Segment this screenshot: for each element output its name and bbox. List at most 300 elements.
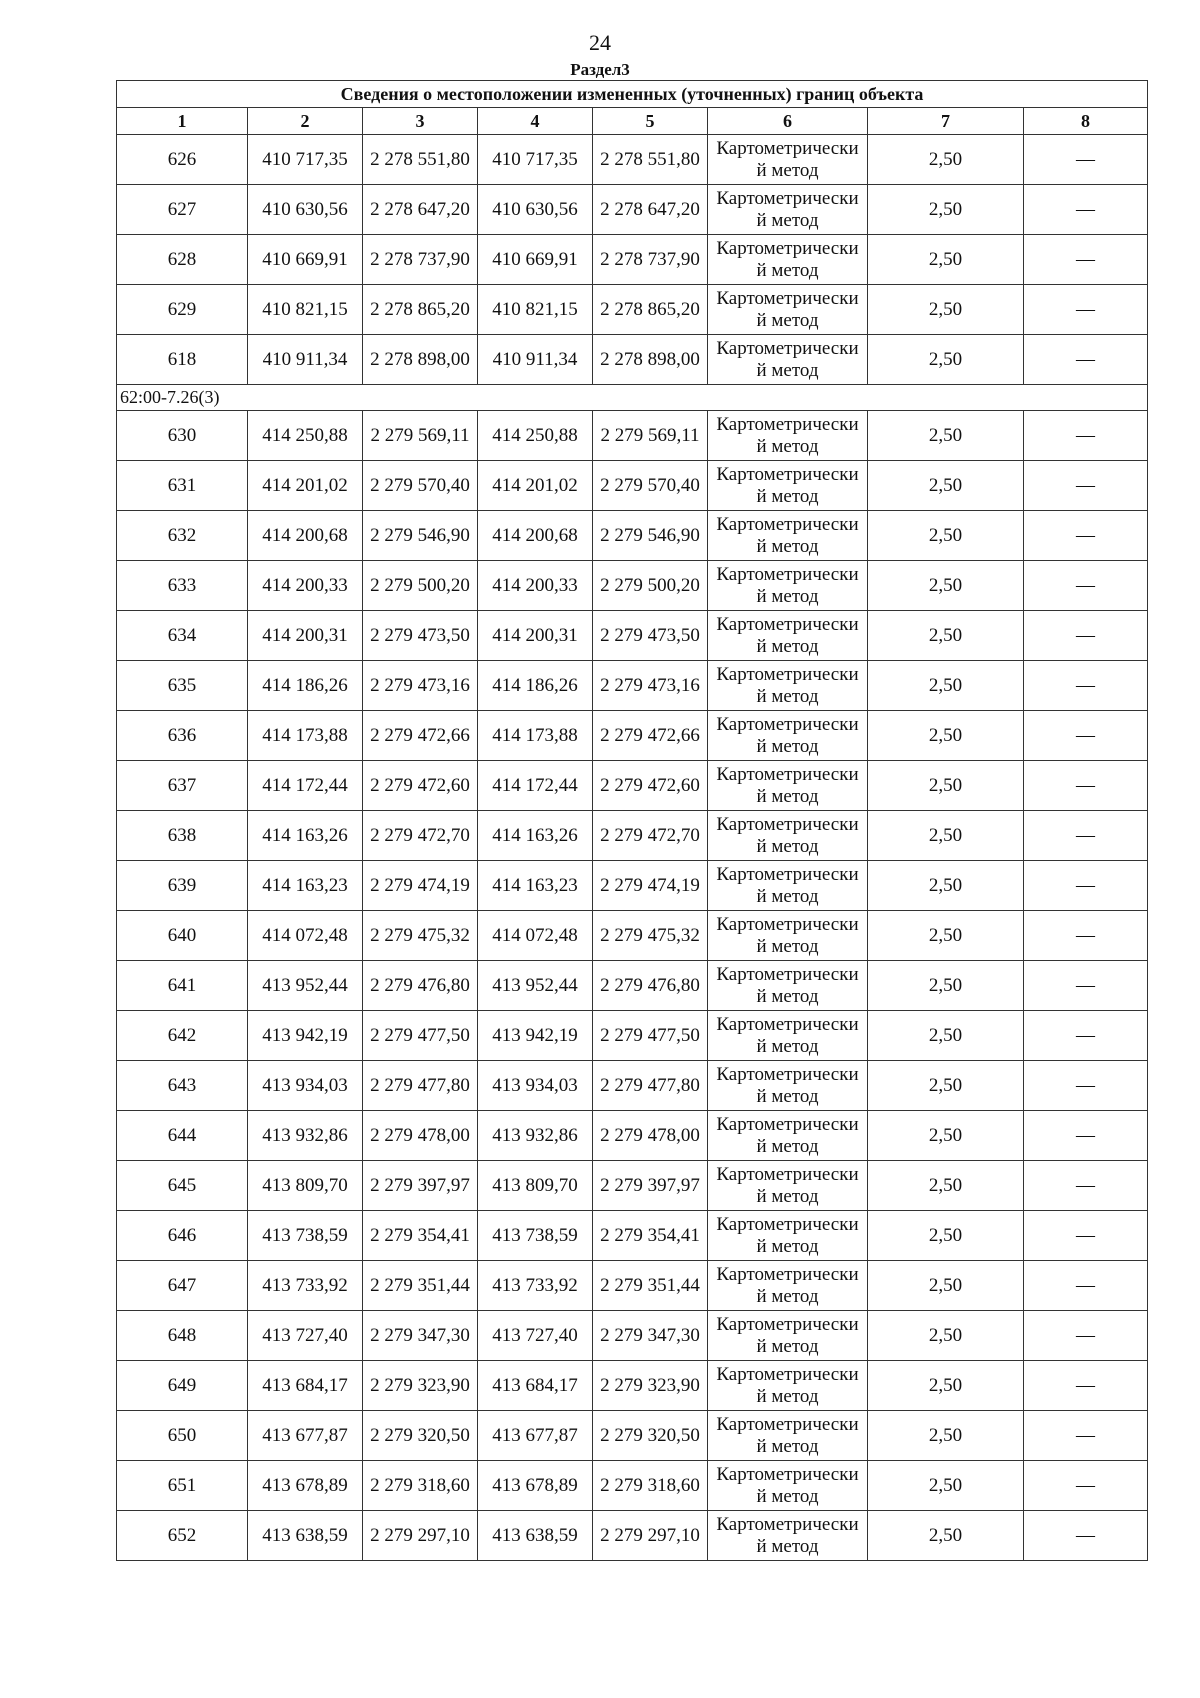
coord-x-old: 410 821,15 bbox=[248, 285, 363, 335]
accuracy: 2,50 bbox=[868, 761, 1024, 811]
table-row bbox=[117, 1111, 1148, 1161]
method-line: Картометрически bbox=[716, 1263, 859, 1285]
method-line: й метод bbox=[756, 585, 819, 607]
coord-y-old: 2 279 569,11 bbox=[363, 411, 478, 461]
point-number: 639 bbox=[117, 861, 248, 911]
method-line: й метод bbox=[756, 1535, 819, 1557]
coord-y-new: 2 279 473,16 bbox=[593, 661, 708, 711]
table-row bbox=[117, 235, 1148, 285]
method-line: Картометрически bbox=[716, 863, 859, 885]
method-line: й метод bbox=[756, 835, 819, 857]
coord-y-old: 2 279 500,20 bbox=[363, 561, 478, 611]
coord-x-new: 413 809,70 bbox=[478, 1161, 593, 1211]
method-line: Картометрически bbox=[716, 713, 859, 735]
method-line: Картометрически bbox=[716, 513, 859, 535]
method-cell bbox=[708, 461, 868, 511]
column-number: 2 bbox=[248, 108, 363, 135]
description: — bbox=[1024, 335, 1148, 385]
coord-x-new: 414 072,48 bbox=[478, 911, 593, 961]
accuracy: 2,50 bbox=[868, 1361, 1024, 1411]
coord-x-old: 414 200,33 bbox=[248, 561, 363, 611]
accuracy: 2,50 bbox=[868, 911, 1024, 961]
method-line: Картометрически bbox=[716, 1363, 859, 1385]
method-cell bbox=[708, 561, 868, 611]
coord-x-new: 414 250,88 bbox=[478, 411, 593, 461]
coord-y-old: 2 279 297,10 bbox=[363, 1511, 478, 1561]
coord-x-new: 410 911,34 bbox=[478, 335, 593, 385]
accuracy: 2,50 bbox=[868, 135, 1024, 185]
table-row bbox=[117, 1361, 1148, 1411]
accuracy: 2,50 bbox=[868, 1061, 1024, 1111]
method-line: й метод bbox=[756, 435, 819, 457]
point-number: 626 bbox=[117, 135, 248, 185]
method-line: й метод bbox=[756, 1035, 819, 1057]
method-line: Картометрически bbox=[716, 1063, 859, 1085]
description: — bbox=[1024, 411, 1148, 461]
method-cell bbox=[708, 1411, 868, 1461]
point-number: 652 bbox=[117, 1511, 248, 1561]
coord-y-old: 2 279 323,90 bbox=[363, 1361, 478, 1411]
point-number: 633 bbox=[117, 561, 248, 611]
description: — bbox=[1024, 1461, 1148, 1511]
method-cell bbox=[708, 1211, 868, 1261]
coord-x-new: 414 163,23 bbox=[478, 861, 593, 911]
accuracy: 2,50 bbox=[868, 961, 1024, 1011]
coord-x-new: 410 630,56 bbox=[478, 185, 593, 235]
coord-x-new: 410 669,91 bbox=[478, 235, 593, 285]
point-number: 629 bbox=[117, 285, 248, 335]
coord-x-old: 413 684,17 bbox=[248, 1361, 363, 1411]
method-line: й метод bbox=[756, 309, 819, 331]
coord-x-old: 414 200,68 bbox=[248, 511, 363, 561]
coord-y-new: 2 278 865,20 bbox=[593, 285, 708, 335]
table-row bbox=[117, 861, 1148, 911]
coord-y-new: 2 279 472,60 bbox=[593, 761, 708, 811]
coord-x-new: 414 172,44 bbox=[478, 761, 593, 811]
coord-y-old: 2 279 477,80 bbox=[363, 1061, 478, 1111]
point-number: 650 bbox=[117, 1411, 248, 1461]
coord-x-new: 413 684,17 bbox=[478, 1361, 593, 1411]
description: — bbox=[1024, 1311, 1148, 1361]
method-line: Картометрически bbox=[716, 1313, 859, 1335]
method-cell bbox=[708, 611, 868, 661]
accuracy: 2,50 bbox=[868, 411, 1024, 461]
method-cell bbox=[708, 911, 868, 961]
coord-x-old: 414 186,26 bbox=[248, 661, 363, 711]
coord-x-old: 410 717,35 bbox=[248, 135, 363, 185]
table-row bbox=[117, 135, 1148, 185]
coord-x-old: 413 677,87 bbox=[248, 1411, 363, 1461]
description: — bbox=[1024, 135, 1148, 185]
column-number: 7 bbox=[868, 108, 1024, 135]
accuracy: 2,50 bbox=[868, 1011, 1024, 1061]
coord-x-new: 410 717,35 bbox=[478, 135, 593, 185]
coord-x-old: 414 201,02 bbox=[248, 461, 363, 511]
method-line: Картометрически bbox=[716, 337, 859, 359]
coord-x-old: 413 638,59 bbox=[248, 1511, 363, 1561]
table-body bbox=[117, 135, 1148, 1561]
coord-y-old: 2 279 570,40 bbox=[363, 461, 478, 511]
point-number: 642 bbox=[117, 1011, 248, 1061]
coord-x-new: 414 201,02 bbox=[478, 461, 593, 511]
accuracy: 2,50 bbox=[868, 1111, 1024, 1161]
coord-y-new: 2 279 546,90 bbox=[593, 511, 708, 561]
method-line: Картометрически bbox=[716, 187, 859, 209]
method-cell bbox=[708, 711, 868, 761]
coord-x-new: 414 200,33 bbox=[478, 561, 593, 611]
method-cell bbox=[708, 235, 868, 285]
coord-y-new: 2 279 569,11 bbox=[593, 411, 708, 461]
table-row bbox=[117, 561, 1148, 611]
point-number: 630 bbox=[117, 411, 248, 461]
method-cell bbox=[708, 1461, 868, 1511]
coord-y-old: 2 279 477,50 bbox=[363, 1011, 478, 1061]
point-number: 651 bbox=[117, 1461, 248, 1511]
method-cell bbox=[708, 1161, 868, 1211]
point-number: 631 bbox=[117, 461, 248, 511]
coord-y-old: 2 279 472,70 bbox=[363, 811, 478, 861]
coord-y-new: 2 279 297,10 bbox=[593, 1511, 708, 1561]
coord-y-new: 2 279 347,30 bbox=[593, 1311, 708, 1361]
description: — bbox=[1024, 911, 1148, 961]
method-line: Картометрически bbox=[716, 663, 859, 685]
table-caption: Сведения о местоположении измененных (уточненных) границ объекта bbox=[117, 81, 1148, 108]
method-line: й метод bbox=[756, 209, 819, 231]
point-number: 646 bbox=[117, 1211, 248, 1261]
coord-y-new: 2 279 500,20 bbox=[593, 561, 708, 611]
table-row bbox=[117, 1311, 1148, 1361]
coord-y-new: 2 279 472,66 bbox=[593, 711, 708, 761]
coord-x-old: 414 163,26 bbox=[248, 811, 363, 861]
accuracy: 2,50 bbox=[868, 335, 1024, 385]
method-line: Картометрически bbox=[716, 1013, 859, 1035]
coord-y-new: 2 278 737,90 bbox=[593, 235, 708, 285]
coord-x-old: 414 173,88 bbox=[248, 711, 363, 761]
method-line: Картометрически bbox=[716, 913, 859, 935]
description: — bbox=[1024, 1211, 1148, 1261]
description: — bbox=[1024, 511, 1148, 561]
description: — bbox=[1024, 1011, 1148, 1061]
table-row bbox=[117, 1511, 1148, 1561]
boundary-table bbox=[116, 80, 1148, 1561]
accuracy: 2,50 bbox=[868, 661, 1024, 711]
coord-x-new: 413 942,19 bbox=[478, 1011, 593, 1061]
coord-y-old: 2 279 546,90 bbox=[363, 511, 478, 561]
group-label: 62:00-7.26(3) bbox=[117, 385, 1148, 411]
point-number: 637 bbox=[117, 761, 248, 811]
coord-x-old: 414 072,48 bbox=[248, 911, 363, 961]
method-line: Картометрически bbox=[716, 813, 859, 835]
method-cell bbox=[708, 135, 868, 185]
description: — bbox=[1024, 1161, 1148, 1211]
coord-x-old: 414 250,88 bbox=[248, 411, 363, 461]
coord-y-old: 2 279 473,16 bbox=[363, 661, 478, 711]
table-row bbox=[117, 1461, 1148, 1511]
coord-y-old: 2 279 397,97 bbox=[363, 1161, 478, 1211]
coord-x-new: 413 678,89 bbox=[478, 1461, 593, 1511]
method-cell bbox=[708, 1311, 868, 1361]
coord-y-old: 2 278 647,20 bbox=[363, 185, 478, 235]
coord-y-new: 2 279 320,50 bbox=[593, 1411, 708, 1461]
method-line: Картометрически bbox=[716, 613, 859, 635]
point-number: 618 bbox=[117, 335, 248, 385]
method-cell bbox=[708, 285, 868, 335]
method-line: Картометрически bbox=[716, 763, 859, 785]
point-number: 634 bbox=[117, 611, 248, 661]
table-row bbox=[117, 511, 1148, 561]
coord-y-new: 2 279 473,50 bbox=[593, 611, 708, 661]
coord-y-old: 2 279 475,32 bbox=[363, 911, 478, 961]
coord-x-new: 414 173,88 bbox=[478, 711, 593, 761]
table-row bbox=[117, 811, 1148, 861]
point-number: 648 bbox=[117, 1311, 248, 1361]
column-number: 4 bbox=[478, 108, 593, 135]
column-number: 1 bbox=[117, 108, 248, 135]
coord-x-old: 410 630,56 bbox=[248, 185, 363, 235]
description: — bbox=[1024, 561, 1148, 611]
table-row bbox=[117, 711, 1148, 761]
accuracy: 2,50 bbox=[868, 1261, 1024, 1311]
coord-x-new: 414 186,26 bbox=[478, 661, 593, 711]
method-cell bbox=[708, 761, 868, 811]
accuracy: 2,50 bbox=[868, 611, 1024, 661]
description: — bbox=[1024, 761, 1148, 811]
table-row bbox=[117, 1261, 1148, 1311]
accuracy: 2,50 bbox=[868, 1511, 1024, 1561]
coord-y-new: 2 279 474,19 bbox=[593, 861, 708, 911]
coord-x-old: 414 200,31 bbox=[248, 611, 363, 661]
point-number: 647 bbox=[117, 1261, 248, 1311]
coord-x-old: 413 809,70 bbox=[248, 1161, 363, 1211]
coord-y-old: 2 279 474,19 bbox=[363, 861, 478, 911]
column-number: 6 bbox=[708, 108, 868, 135]
method-line: й метод bbox=[756, 1185, 819, 1207]
coord-x-new: 413 677,87 bbox=[478, 1411, 593, 1461]
description: — bbox=[1024, 861, 1148, 911]
coord-y-new: 2 279 323,90 bbox=[593, 1361, 708, 1411]
coord-x-new: 414 200,68 bbox=[478, 511, 593, 561]
table-row bbox=[117, 285, 1148, 335]
table-row bbox=[117, 661, 1148, 711]
method-line: Картометрически bbox=[716, 1413, 859, 1435]
method-line: й метод bbox=[756, 735, 819, 757]
point-number: 645 bbox=[117, 1161, 248, 1211]
method-line: й метод bbox=[756, 259, 819, 281]
description: — bbox=[1024, 1061, 1148, 1111]
coord-x-new: 413 934,03 bbox=[478, 1061, 593, 1111]
method-cell bbox=[708, 1261, 868, 1311]
description: — bbox=[1024, 611, 1148, 661]
coord-x-old: 410 911,34 bbox=[248, 335, 363, 385]
coord-y-new: 2 279 477,80 bbox=[593, 1061, 708, 1111]
method-line: й метод bbox=[756, 885, 819, 907]
method-line: Картометрически bbox=[716, 463, 859, 485]
table-row bbox=[117, 185, 1148, 235]
coord-x-old: 410 669,91 bbox=[248, 235, 363, 285]
description: — bbox=[1024, 1361, 1148, 1411]
method-line: й метод bbox=[756, 785, 819, 807]
page-number: 24 bbox=[589, 30, 611, 55]
table-caption-row bbox=[117, 81, 1148, 108]
coord-x-old: 413 932,86 bbox=[248, 1111, 363, 1161]
description: — bbox=[1024, 285, 1148, 335]
accuracy: 2,50 bbox=[868, 811, 1024, 861]
coord-y-old: 2 278 865,20 bbox=[363, 285, 478, 335]
table-row bbox=[117, 461, 1148, 511]
coord-x-old: 414 163,23 bbox=[248, 861, 363, 911]
method-line: Картометрически bbox=[716, 563, 859, 585]
coord-y-new: 2 278 647,20 bbox=[593, 185, 708, 235]
method-cell bbox=[708, 1361, 868, 1411]
coord-y-old: 2 279 472,60 bbox=[363, 761, 478, 811]
accuracy: 2,50 bbox=[868, 711, 1024, 761]
method-line: Картометрически bbox=[716, 287, 859, 309]
method-line: й метод bbox=[756, 985, 819, 1007]
method-cell bbox=[708, 335, 868, 385]
coord-x-old: 413 733,92 bbox=[248, 1261, 363, 1311]
accuracy: 2,50 bbox=[868, 1211, 1024, 1261]
column-number-row bbox=[117, 108, 1148, 135]
method-line: й метод bbox=[756, 1285, 819, 1307]
coord-y-new: 2 279 477,50 bbox=[593, 1011, 708, 1061]
method-line: й метод bbox=[756, 685, 819, 707]
method-cell bbox=[708, 1011, 868, 1061]
table-row bbox=[117, 611, 1148, 661]
coord-x-old: 413 952,44 bbox=[248, 961, 363, 1011]
method-cell bbox=[708, 961, 868, 1011]
method-line: й метод bbox=[756, 485, 819, 507]
coord-y-new: 2 279 354,41 bbox=[593, 1211, 708, 1261]
coord-x-new: 410 821,15 bbox=[478, 285, 593, 335]
coord-y-new: 2 279 475,32 bbox=[593, 911, 708, 961]
description: — bbox=[1024, 1111, 1148, 1161]
method-line: й метод bbox=[756, 935, 819, 957]
method-line: Картометрически bbox=[716, 1163, 859, 1185]
method-cell bbox=[708, 661, 868, 711]
method-line: й метод bbox=[756, 359, 819, 381]
description: — bbox=[1024, 811, 1148, 861]
coord-x-old: 413 934,03 bbox=[248, 1061, 363, 1111]
method-line: й метод bbox=[756, 1485, 819, 1507]
accuracy: 2,50 bbox=[868, 861, 1024, 911]
method-line: Картометрически bbox=[716, 1113, 859, 1135]
coord-y-old: 2 278 551,80 bbox=[363, 135, 478, 185]
coord-y-new: 2 279 472,70 bbox=[593, 811, 708, 861]
method-cell bbox=[708, 185, 868, 235]
coord-y-old: 2 279 472,66 bbox=[363, 711, 478, 761]
point-number: 636 bbox=[117, 711, 248, 761]
point-number: 638 bbox=[117, 811, 248, 861]
point-number: 649 bbox=[117, 1361, 248, 1411]
description: — bbox=[1024, 1511, 1148, 1561]
method-cell bbox=[708, 1061, 868, 1111]
method-cell bbox=[708, 1111, 868, 1161]
method-line: Картометрически bbox=[716, 1513, 859, 1535]
coord-x-new: 413 952,44 bbox=[478, 961, 593, 1011]
coord-x-old: 413 738,59 bbox=[248, 1211, 363, 1261]
description: — bbox=[1024, 1411, 1148, 1461]
method-line: Картометрически bbox=[716, 1213, 859, 1235]
method-line: Картометрически bbox=[716, 1463, 859, 1485]
coord-y-new: 2 279 397,97 bbox=[593, 1161, 708, 1211]
accuracy: 2,50 bbox=[868, 1161, 1024, 1211]
coord-y-old: 2 279 318,60 bbox=[363, 1461, 478, 1511]
accuracy: 2,50 bbox=[868, 1411, 1024, 1461]
accuracy: 2,50 bbox=[868, 285, 1024, 335]
accuracy: 2,50 bbox=[868, 185, 1024, 235]
coord-y-old: 2 279 347,30 bbox=[363, 1311, 478, 1361]
method-line: Картометрически bbox=[716, 237, 859, 259]
method-line: й метод bbox=[756, 1385, 819, 1407]
coord-x-old: 413 942,19 bbox=[248, 1011, 363, 1061]
coord-x-old: 413 727,40 bbox=[248, 1311, 363, 1361]
coord-y-new: 2 279 318,60 bbox=[593, 1461, 708, 1511]
method-cell bbox=[708, 1511, 868, 1561]
coord-y-new: 2 279 570,40 bbox=[593, 461, 708, 511]
method-cell bbox=[708, 811, 868, 861]
coord-y-old: 2 278 898,00 bbox=[363, 335, 478, 385]
method-line: й метод bbox=[756, 1135, 819, 1157]
method-line: й метод bbox=[756, 1335, 819, 1357]
column-number: 5 bbox=[593, 108, 708, 135]
description: — bbox=[1024, 961, 1148, 1011]
coord-x-new: 413 727,40 bbox=[478, 1311, 593, 1361]
accuracy: 2,50 bbox=[868, 511, 1024, 561]
coord-y-old: 2 279 478,00 bbox=[363, 1111, 478, 1161]
coord-x-new: 413 638,59 bbox=[478, 1511, 593, 1561]
table-row bbox=[117, 961, 1148, 1011]
description: — bbox=[1024, 185, 1148, 235]
method-line: й метод bbox=[756, 159, 819, 181]
column-number: 8 bbox=[1024, 108, 1148, 135]
group-row bbox=[117, 385, 1148, 411]
accuracy: 2,50 bbox=[868, 1311, 1024, 1361]
coord-y-new: 2 279 351,44 bbox=[593, 1261, 708, 1311]
table-row bbox=[117, 411, 1148, 461]
point-number: 635 bbox=[117, 661, 248, 711]
coord-x-new: 414 200,31 bbox=[478, 611, 593, 661]
method-line: Картометрически bbox=[716, 137, 859, 159]
coord-y-old: 2 279 320,50 bbox=[363, 1411, 478, 1461]
method-line: Картометрически bbox=[716, 413, 859, 435]
point-number: 627 bbox=[117, 185, 248, 235]
coord-x-new: 413 932,86 bbox=[478, 1111, 593, 1161]
method-line: Картометрически bbox=[716, 963, 859, 985]
method-line: й метод bbox=[756, 535, 819, 557]
method-cell bbox=[708, 511, 868, 561]
coord-y-old: 2 279 354,41 bbox=[363, 1211, 478, 1261]
coord-x-new: 413 733,92 bbox=[478, 1261, 593, 1311]
table-row bbox=[117, 911, 1148, 961]
coord-x-new: 413 738,59 bbox=[478, 1211, 593, 1261]
table-row bbox=[117, 1411, 1148, 1461]
accuracy: 2,50 bbox=[868, 461, 1024, 511]
coord-y-old: 2 278 737,90 bbox=[363, 235, 478, 285]
method-line: й метод bbox=[756, 1435, 819, 1457]
table-row bbox=[117, 1011, 1148, 1061]
method-line: й метод bbox=[756, 1085, 819, 1107]
method-cell bbox=[708, 411, 868, 461]
point-number: 632 bbox=[117, 511, 248, 561]
method-line: й метод bbox=[756, 1235, 819, 1257]
coord-y-new: 2 278 898,00 bbox=[593, 335, 708, 385]
coord-y-old: 2 279 476,80 bbox=[363, 961, 478, 1011]
accuracy: 2,50 bbox=[868, 561, 1024, 611]
coord-y-new: 2 278 551,80 bbox=[593, 135, 708, 185]
method-cell bbox=[708, 861, 868, 911]
description: — bbox=[1024, 661, 1148, 711]
section-title: Раздел3 bbox=[570, 60, 630, 79]
